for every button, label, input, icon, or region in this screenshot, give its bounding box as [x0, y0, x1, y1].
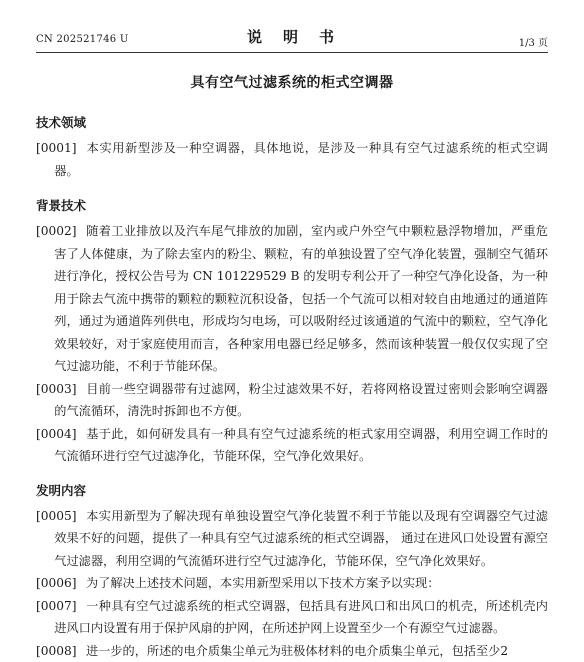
doc-number: CN 202521746 U [36, 34, 129, 45]
paragraph-number: [0004] [36, 423, 86, 446]
section-heading-background: 背景技术 [36, 196, 548, 216]
paragraph-text: 本实用新型涉及一种空调器，具体地说，是涉及一种具有空气过滤系统的柜式空调器。 [54, 141, 548, 178]
paragraph-0005 [36, 505, 548, 573]
paragraph-text: 一种具有空气过滤系统的柜式空调器，包括具有进风口和出风口的机壳，所述机壳内进风口内设置有用于保护风扇的护网，在所述护网上设置至少一个有源空气过滤器。 [54, 599, 548, 636]
paragraph-number: [0003] [36, 378, 86, 401]
paragraph-number: [0002] [36, 220, 86, 243]
paragraph-text: 本实用新型为了解决现有单独设置空气净化装置不利于节能以及现有空调器空气过滤效果不好的问题，提供了一种具有空气过滤系统的柜式空调器， 通过在进风口处设置有源空气过滤器，利用空调的气流循环进行空气过滤净化，节能环保，空气净化效果好。 [54, 509, 548, 568]
paragraph-number: [0007] [36, 595, 86, 618]
paragraph-number: [0008] [36, 640, 86, 662]
paragraph-0006 [36, 572, 548, 595]
doc-type: 说 明 书 [0, 26, 584, 47]
document-body [36, 113, 548, 662]
paragraph-0004 [36, 423, 548, 468]
paragraph-text: 基于此，如何研发具有一种具有空气过滤系统的柜式家用空调器，利用空调工作时的气流循环进行空气过滤净化，节能环保，空气净化效果好。 [54, 427, 548, 464]
paragraph-0001 [36, 137, 548, 182]
paragraph-number: [0001] [36, 137, 86, 160]
paragraph-0007 [36, 595, 548, 640]
paragraph-text: 进一步的，所述的电介质集尘单元为驻极体材料的电介质集尘单元，包括至少2 [86, 644, 508, 658]
paragraph-0008 [36, 640, 548, 662]
header-rule [36, 52, 548, 53]
section-heading-summary: 发明内容 [36, 481, 548, 501]
page-header [0, 26, 584, 52]
document-title: 具有空气过滤系统的柜式空调器 [0, 72, 584, 92]
section-heading-field: 技术领域 [36, 113, 548, 133]
paragraph-0003 [36, 378, 548, 423]
paragraph-text: 随着工业排放以及汽车尾气排放的加剧，室内或户外空气中颗粒悬浮物增加，严重危害了人体健康，为了除去室内的粉尘、颗粒，有的单独设置了空气净化装置，强制空气循环进行净化，授权公告号为 CN 101229529 B 的发明专利公开了一种空气净化设备，为一种用于除去气流中携带的颗粒的颗粒沉积设备，包括一个气流可以相对较自由地通过的通道阵列，通过为通道阵列供电，形成均匀电场，可以吸附经过该通道的气流中的颗粒，空气净化效果较好，对于家庭使用而言，各种家用电器已经足够多，然而该种装置一般仅仅实现了空气过滤功能，不利于节能环保。 [54, 224, 548, 373]
paragraph-number: [0005] [36, 505, 86, 528]
paragraph-0002 [36, 220, 548, 378]
paragraph-text: 为了解决上述技术问题，本实用新型采用以下技术方案予以实现： [86, 576, 439, 590]
paragraph-number: [0006] [36, 572, 86, 595]
page-number: 1/3 页 [519, 34, 548, 49]
paragraph-text: 目前一些空调器带有过滤网，粉尘过滤效果不好，若将网格设置过密则会影响空调器的气流循环，清洗时拆卸也不方便。 [54, 382, 548, 419]
